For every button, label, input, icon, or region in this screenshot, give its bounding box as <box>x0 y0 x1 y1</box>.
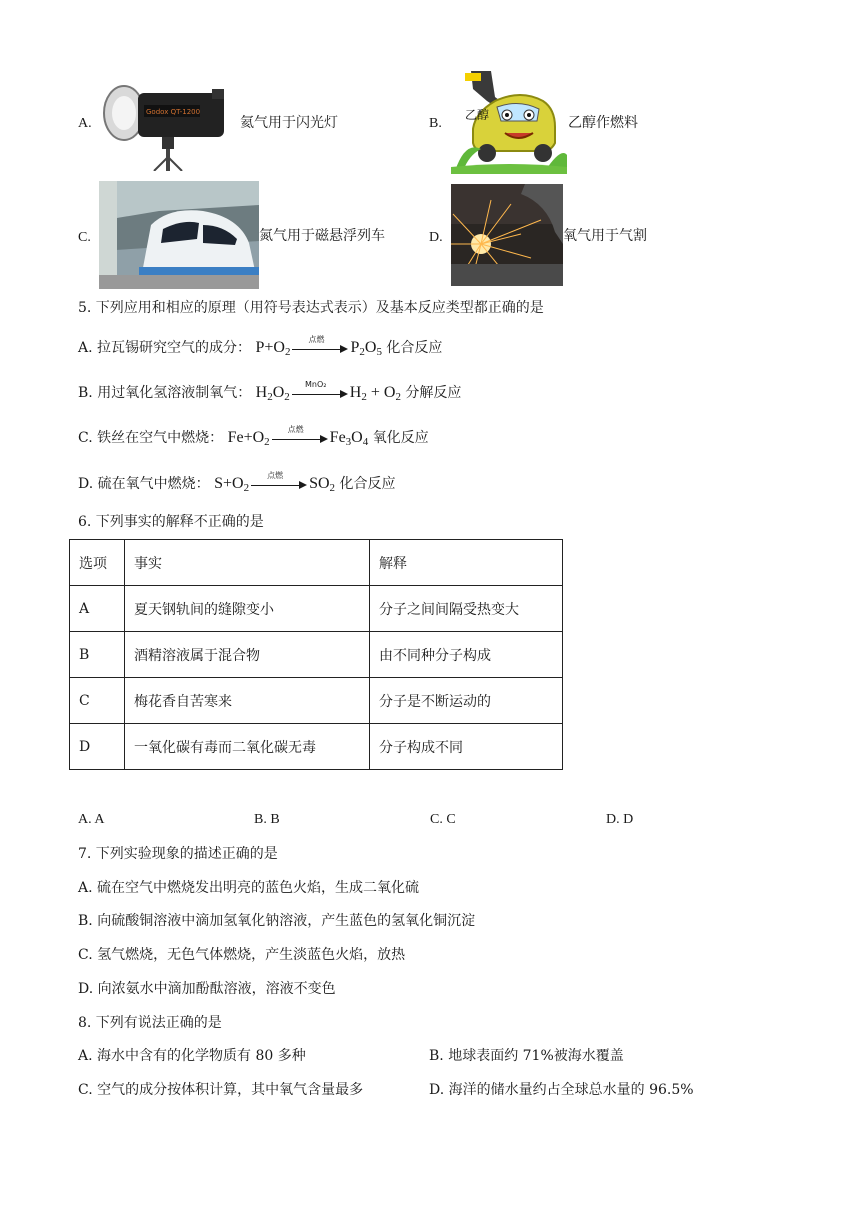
q5-option-b <box>78 380 462 406</box>
ethanol-car-image <box>451 71 567 174</box>
q5-c-desc: 铁丝在空气中燃烧： <box>97 430 224 446</box>
reaction-arrow-icon: 点燃 <box>251 476 307 492</box>
q5-stem: 5. 下列应用和相应的原理（用符号表达式表示）及基本反应类型都正确的是 <box>78 300 544 316</box>
q5-a-desc: 拉瓦锡研究空气的成分： <box>97 340 252 356</box>
table-cell: 梅花香自苦寒来 <box>125 678 370 724</box>
q5-b-type: 分解反应 <box>405 385 462 401</box>
table-header-cell: 选项 <box>70 540 125 586</box>
table-header-cell: 事实 <box>125 540 370 586</box>
q7-stem: 7. 下列实验现象的描述正确的是 <box>78 846 278 862</box>
option-a-letter: A. <box>78 116 92 131</box>
table-row <box>70 632 563 678</box>
table-cell: 一氧化碳有毒而二氧化碳无毒 <box>125 724 370 770</box>
q5-option-c <box>78 425 429 451</box>
table-cell: 分子之间间隔受热变大 <box>370 586 563 632</box>
table-cell: 分子是不断运动的 <box>370 678 563 724</box>
table-cell: D <box>70 724 125 770</box>
ethanol-label: 乙醇 <box>465 108 490 122</box>
q6-answer-b: B. B <box>254 812 280 827</box>
table-header-cell: 解释 <box>370 540 563 586</box>
flash-lamp-brand: Godox QT-1200 <box>146 108 201 116</box>
q6-answer-a: A. A <box>78 812 105 827</box>
table-header-row <box>70 540 563 586</box>
table-row <box>70 724 563 770</box>
table-cell: 分子构成不同 <box>370 724 563 770</box>
option-b-letter: B. <box>429 116 442 131</box>
option-a-text: 氦气用于闪光灯 <box>240 115 338 131</box>
q7-option-a: A. 硫在空气中燃烧发出明亮的蓝色火焰，生成二氧化硫 <box>78 880 420 896</box>
option-d-letter: D. <box>429 230 443 245</box>
table-cell: 由不同种分子构成 <box>370 632 563 678</box>
q7-option-d: D. 向浓氨水中滴加酚酞溶液，溶液不变色 <box>78 981 336 997</box>
reaction-arrow-icon: 点燃 <box>292 340 348 356</box>
q5-b-letter: B. <box>78 385 93 401</box>
q5-d-letter: D. <box>78 476 94 492</box>
q5-a-type: 化合反应 <box>386 340 443 356</box>
option-d-text: 氧气用于气割 <box>563 228 647 244</box>
option-b-text: 乙醇作燃料 <box>568 115 638 131</box>
q8-option-c: C. 空气的成分按体积计算，其中氧气含量最多 <box>78 1082 364 1098</box>
q8-stem: 8. 下列有说法正确的是 <box>78 1015 222 1031</box>
q5-c-type: 氧化反应 <box>372 430 429 446</box>
q5-d-type: 化合反应 <box>339 476 396 492</box>
gas-cutting-image <box>451 184 563 286</box>
table-row <box>70 678 563 724</box>
q5-a-equation: $P+O_2$ 点燃 $P_2O_5$ <box>255 335 382 358</box>
q6-stem: 6. 下列事实的解释不正确的是 <box>78 514 264 530</box>
reaction-arrow-icon: MnO₂ <box>292 385 348 401</box>
q5-c-equation: $Fe+O_2$ 点燃 $Fe_3O_4$ <box>227 425 369 448</box>
facts-table <box>69 539 563 770</box>
q5-b-desc: 用过氧化氢溶液制氧气： <box>97 385 252 401</box>
q8-option-b: B. 地球表面约 71%被海水覆盖 <box>429 1048 624 1064</box>
table-cell: 酒精溶液属于混合物 <box>125 632 370 678</box>
table-cell: 夏天钢轨间的缝隙变小 <box>125 586 370 632</box>
option-c-letter: C. <box>78 230 91 245</box>
q5-option-d <box>78 471 396 497</box>
table-cell: A <box>70 586 125 632</box>
q7-option-c: C. 氢气燃烧，无色气体燃烧，产生淡蓝色火焰，放热 <box>78 947 406 963</box>
option-c-text: 氮气用于磁悬浮列车 <box>259 228 385 244</box>
q7-option-b: B. 向硫酸铜溶液中滴加氢氧化钠溶液，产生蓝色的氢氧化铜沉淀 <box>78 913 476 929</box>
q6-answer-c: C. C <box>430 812 456 827</box>
table-cell: B <box>70 632 125 678</box>
table-row <box>70 586 563 632</box>
q5-option-a <box>78 335 443 361</box>
flash-lamp-image <box>102 83 232 171</box>
q5-a-letter: A. <box>78 340 93 356</box>
reaction-arrow-icon: 点燃 <box>272 430 328 446</box>
q5-d-equation: $S+O_2$ 点燃 $SO_2$ <box>214 471 336 494</box>
maglev-train-image <box>99 181 259 289</box>
q5-b-equation: $H_2O_2$ MnO₂ $H_2 + O_2$ <box>255 380 401 403</box>
q5-d-desc: 硫在氧气中燃烧： <box>97 476 210 492</box>
table-cell: C <box>70 678 125 724</box>
q8-option-d: D. 海洋的储水量约占全球总水量的 96.5% <box>429 1082 694 1098</box>
q8-option-a: A. 海水中含有的化学物质有 80 多种 <box>78 1048 306 1064</box>
q5-c-letter: C. <box>78 430 93 446</box>
q6-answer-d: D. D <box>606 812 634 827</box>
